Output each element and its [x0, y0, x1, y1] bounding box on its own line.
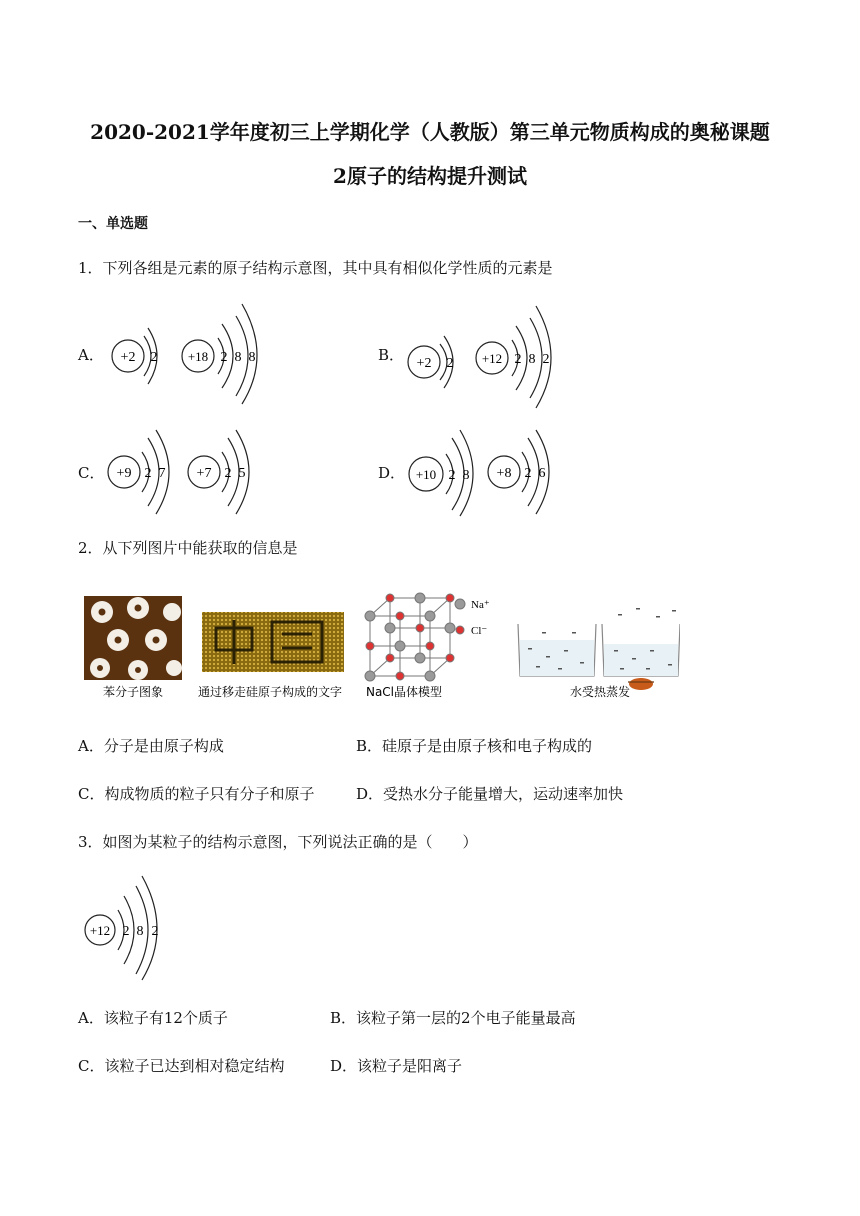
shell-electrons: 2 [524, 466, 532, 481]
q1-option-d-diagram [400, 428, 580, 518]
shell-electrons: 2 [144, 466, 152, 481]
q3-atom-diagram [80, 872, 180, 982]
q1-option-b-diagram [400, 300, 580, 410]
cl-legend-dot [456, 626, 464, 634]
shell-electrons: 2 [448, 468, 456, 483]
atom-diagram [408, 336, 454, 388]
shell-electrons: 8 [136, 924, 144, 939]
question-3-stem: 3．如图为某粒子的结构示意图，下列说法正确的是（ ） [78, 833, 478, 851]
na-legend-dot [455, 599, 465, 609]
shell-electrons: 2 [542, 352, 550, 367]
cl-legend-label: Cl⁻ [471, 625, 488, 637]
shell-electrons: 7 [158, 466, 166, 481]
na-legend-label: Na⁺ [471, 599, 490, 611]
atom-diagram [188, 430, 249, 514]
atom-diagram [182, 304, 257, 404]
page-title-line1: 2020-2021学年度初三上学期化学（人教版）第三单元物质构成的奥秘课题 [90, 120, 770, 144]
shell-electrons: 2 [446, 356, 454, 371]
atom-diagram [108, 430, 169, 514]
q3-option-b: B．该粒子第一层的2个电子能量最高 [330, 1009, 576, 1027]
q1-option-a-label: A． [78, 346, 104, 364]
shell-electrons: 8 [234, 350, 242, 365]
silicon-atom-text-image [202, 612, 344, 672]
q3-option-a: A．该粒子有12个质子 [78, 1009, 228, 1027]
q1-option-c-label: C． [78, 464, 105, 482]
shell-electrons: 2 [514, 352, 522, 367]
q2-option-a: A．分子是由原子构成 [78, 737, 224, 755]
caption-water: 水受热蒸发 [569, 685, 631, 699]
nucleus-label: +7 [196, 466, 212, 481]
nucleus-label: +2 [416, 356, 432, 371]
shell-electrons: 8 [248, 350, 256, 365]
nucleus-label: +10 [415, 467, 437, 482]
page-title-line2: 2原子的结构提升测试 [333, 164, 527, 188]
q3-option-c: C．该粒子已达到相对稳定结构 [78, 1057, 285, 1075]
question-1-stem: 1．下列各组是元素的原子结构示意图，其中具有相似化学性质的元素是 [78, 259, 553, 277]
atom-diagram [476, 306, 551, 408]
section-heading: 一、单选题 [78, 216, 148, 232]
shell-electrons: 8 [462, 468, 470, 483]
q1-option-c-diagram [100, 428, 280, 518]
nucleus-label: +9 [116, 466, 132, 481]
shell-electrons: 2 [220, 350, 228, 365]
nacl-crystal-model-image [365, 593, 465, 681]
q1-option-d-label: D． [378, 464, 406, 482]
shell-electrons: 5 [238, 466, 246, 481]
atom-diagram [112, 328, 158, 384]
shell-electrons: 2 [122, 924, 130, 939]
caption-benzene: 苯分子图象 [102, 685, 164, 699]
benzene-molecule-image [84, 596, 182, 680]
nucleus-label: +18 [187, 349, 209, 364]
q1-option-a-diagram [100, 300, 280, 410]
nucleus-label: +12 [481, 351, 503, 366]
shell-electrons: 2 [224, 466, 232, 481]
q2-option-b: B．硅原子是由原子核和电子构成的 [356, 737, 593, 755]
caption-silicon: 通过移走硅原子构成的文字 [197, 685, 343, 699]
water-evaporation-image [518, 624, 680, 690]
q2-option-d: D．受热水分子能量增大，运动速率加快 [356, 785, 624, 803]
atom-diagram [488, 430, 549, 514]
shell-electrons: 6 [538, 466, 546, 481]
question-2-stem: 2．从下列图片中能获取的信息是 [78, 539, 298, 557]
shell-electrons: 2 [150, 350, 158, 365]
q2-option-c: C．构成物质的粒子只有分子和原子 [78, 785, 315, 803]
shell-electrons: 2 [151, 924, 159, 939]
atom-diagram [85, 876, 159, 980]
q1-option-b-label: B． [378, 346, 405, 364]
nucleus-label: +8 [496, 466, 512, 481]
caption-nacl: NaCl晶体模型 [365, 685, 443, 699]
nucleus-label: +2 [120, 350, 136, 365]
shell-electrons: 8 [528, 352, 536, 367]
nucleus-label: +12 [89, 923, 111, 938]
q3-option-d: D．该粒子是阳离子 [330, 1057, 463, 1075]
atom-diagram [409, 430, 473, 516]
q2-image-strip [80, 578, 680, 708]
